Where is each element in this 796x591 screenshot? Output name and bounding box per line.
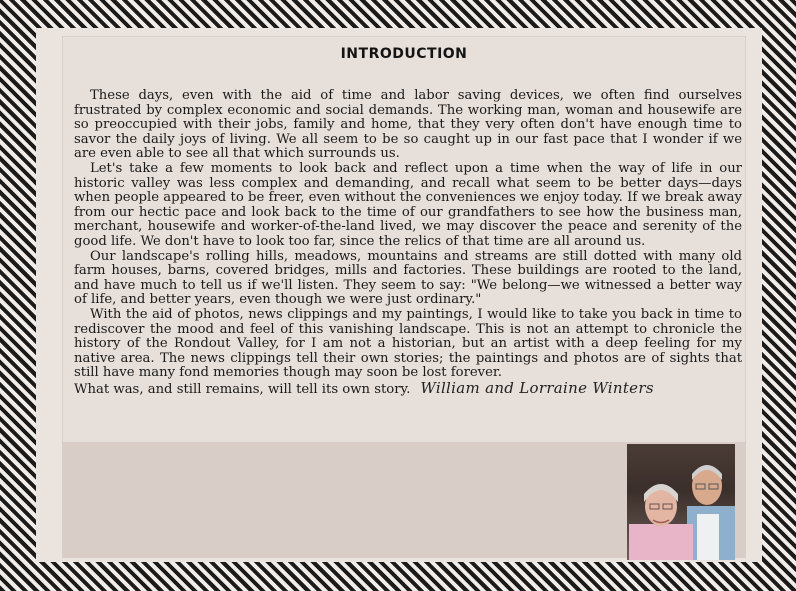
- introduction-text: [74, 89, 742, 397]
- closing-row: [74, 378, 742, 398]
- paragraph-3: Our landscape's rolling hills, meadows, mountains and streams are still dotted with many old farm houses, barns, covered bridges, mills and factories. These buildings are rooted to the land, and have much to tell us if we'll listen. They seem to say: "We belong—we witnessed a better way of life, and better years, even though we were just ordinary.": [74, 248, 742, 308]
- couple-photo-icon: [627, 444, 735, 560]
- paragraph-2: Let's take a few moments to look back and reflect upon a time when the way of life in our historic valley was less complex and demanding, and recall what seem to be better days—days when people appeared to be freer, even without the conveniences we enjoy today. If we break away from our hectic pace and look back to the time of our grandfathers to see how the business man, merchant, housewife and worker-of-the-land lived, we may discover the peace and serenity of the good life. We don't have to look too far, since the relics of that time are all around us.: [74, 160, 742, 249]
- signature: William and Lorraine Winters: [420, 378, 654, 397]
- document-page: [62, 36, 746, 558]
- paragraph-1: These days, even with the aid of time and labor saving devices, we often find ourselves frustrated by complex economic and social demands. The working man, woman and housewife are so preoccupied with their jobs, family and home, that they very often don't have enough time to savor the daily joys of living. We all seem to be so caught up in our fast pace that I wonder if we are even able to see all that which surrounds us.: [74, 88, 742, 162]
- paragraph-4: With the aid of photos, news clippings and my paintings, I would like to take you back in time to rediscover the mood and feel of this vanishing landscape. This is not an attempt to chronicle the history of the Rondout Valley, for I am not a historian, but an artist with a deep feeling for my native area. The news clippings tell their own stories; the paintings and photos are of sights that still have many fond memories though may soon be lost forever.: [74, 306, 742, 381]
- page-title: INTRODUCTION: [340, 46, 468, 62]
- closing-line: What was, and still remains, will tell its own story.: [74, 381, 411, 397]
